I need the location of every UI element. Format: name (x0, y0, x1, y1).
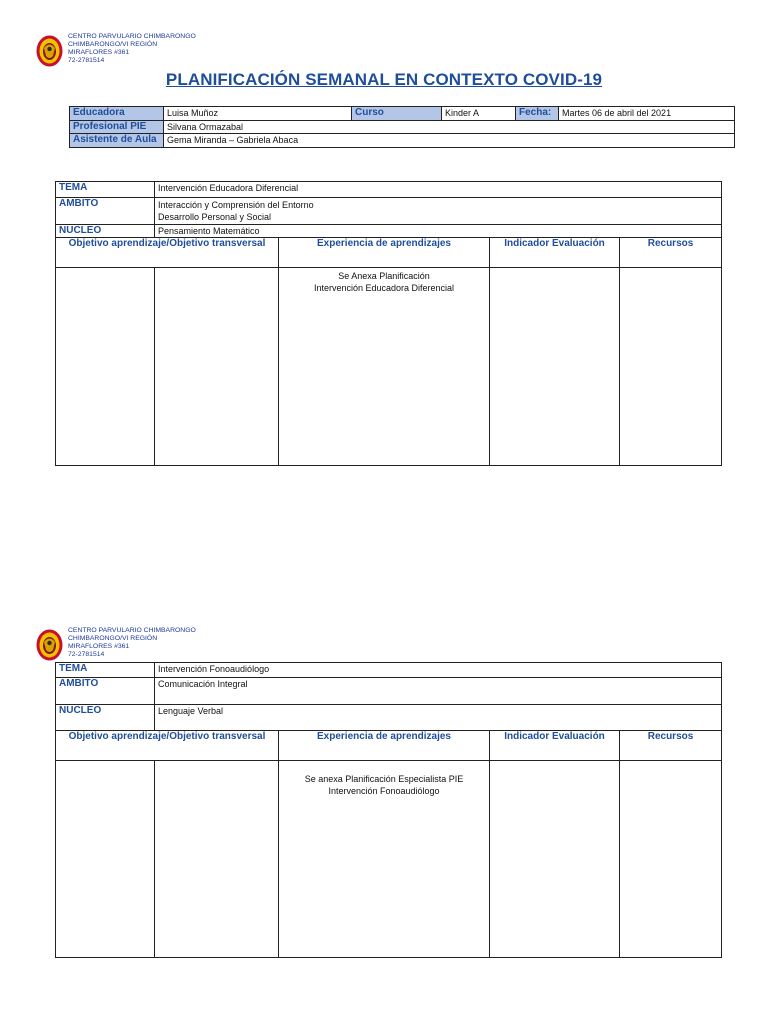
curso-value: Kinder A (442, 107, 516, 121)
school-address: MIRAFLORES #361 (68, 643, 130, 651)
indicador-cell (490, 761, 620, 958)
nucleo-value: Lenguaje Verbal (155, 705, 722, 731)
ambito-value: Comunicación Integral (155, 678, 722, 705)
letterhead (36, 627, 196, 661)
recursos-cell (620, 268, 722, 466)
experiencia-header: Experiencia de aprendizajes (279, 731, 490, 761)
school-phone: 72-2781514 (68, 651, 105, 659)
objetivo-cell (56, 761, 155, 958)
tema-label: TEMA (56, 182, 155, 198)
experiencia-line: Se Anexa Planificación (338, 271, 430, 281)
asistente-value: Gema Miranda – Gabriela Abaca (164, 134, 735, 148)
objetivo-header: Objetivo aprendizaje/Objetivo transversal (56, 238, 279, 268)
school-location: CHIMBARONGO/VI REGIÓN (68, 635, 158, 643)
transversal-cell (155, 268, 279, 466)
nucleo-label: NUCLEO (56, 225, 155, 238)
tema-value: Intervención Educadora Diferencial (155, 182, 722, 198)
staff-info-table (69, 106, 735, 148)
pie-label: Profesional PIE (70, 121, 164, 134)
planning-table-1 (55, 181, 722, 466)
experiencia-line: Intervención Educadora Diferencial (313, 283, 455, 293)
tema-label: TEMA (56, 663, 155, 678)
nucleo-label: NUCLEO (56, 705, 155, 731)
school-crest-icon (36, 35, 63, 67)
educadora-value: Luisa Muñoz (164, 107, 352, 121)
recursos-header: Recursos (620, 238, 722, 268)
school-address: MIRAFLORES #361 (68, 49, 130, 57)
ambito-value (155, 198, 722, 225)
educadora-label: Educadora (70, 107, 164, 121)
pie-value: Silvana Ormazabal (164, 121, 735, 134)
objetivo-header: Objetivo aprendizaje/Objetivo transversal (56, 731, 279, 761)
tema-value: Intervención Fonoaudiólogo (155, 663, 722, 678)
experiencia-line: Intervención Fonoaudiólogo (328, 786, 440, 796)
school-name: CENTRO PARVULARIO CHIMBARONGO (68, 33, 196, 40)
school-phone: 72-2781514 (68, 57, 105, 65)
experiencia-cell (279, 268, 490, 466)
nucleo-value: Pensamiento Matemático (155, 225, 722, 238)
ambito-line: Desarrollo Personal y Social (158, 212, 272, 222)
recursos-header: Recursos (620, 731, 722, 761)
school-crest-icon (36, 629, 63, 661)
experiencia-line: Se anexa Planificación Especialista PIE (304, 774, 464, 784)
letterhead (36, 33, 196, 67)
transversal-cell (155, 761, 279, 958)
fecha-value: Martes 06 de abril del 2021 (559, 107, 735, 121)
indicador-cell (490, 268, 620, 466)
planning-table-2 (55, 662, 722, 958)
objetivo-cell (56, 268, 155, 466)
ambito-line: Interacción y Comprensión del Entorno (158, 200, 314, 210)
experiencia-header: Experiencia de aprendizajes (279, 238, 490, 268)
school-name: CENTRO PARVULARIO CHIMBARONGO (68, 627, 196, 634)
school-location: CHIMBARONGO/VI REGIÓN (68, 41, 158, 49)
experiencia-cell (279, 761, 490, 958)
ambito-label: AMBITO (56, 678, 155, 705)
recursos-cell (620, 761, 722, 958)
fecha-label: Fecha: (516, 107, 559, 121)
asistente-label: Asistente de Aula (70, 134, 164, 148)
ambito-label: AMBITO (56, 198, 155, 225)
indicador-header: Indicador Evaluación (490, 238, 620, 268)
indicador-header: Indicador Evaluación (490, 731, 620, 761)
page-title: PLANIFICACIÓN SEMANAL EN CONTEXTO COVID-19 (165, 70, 603, 89)
curso-label: Curso (352, 107, 442, 121)
